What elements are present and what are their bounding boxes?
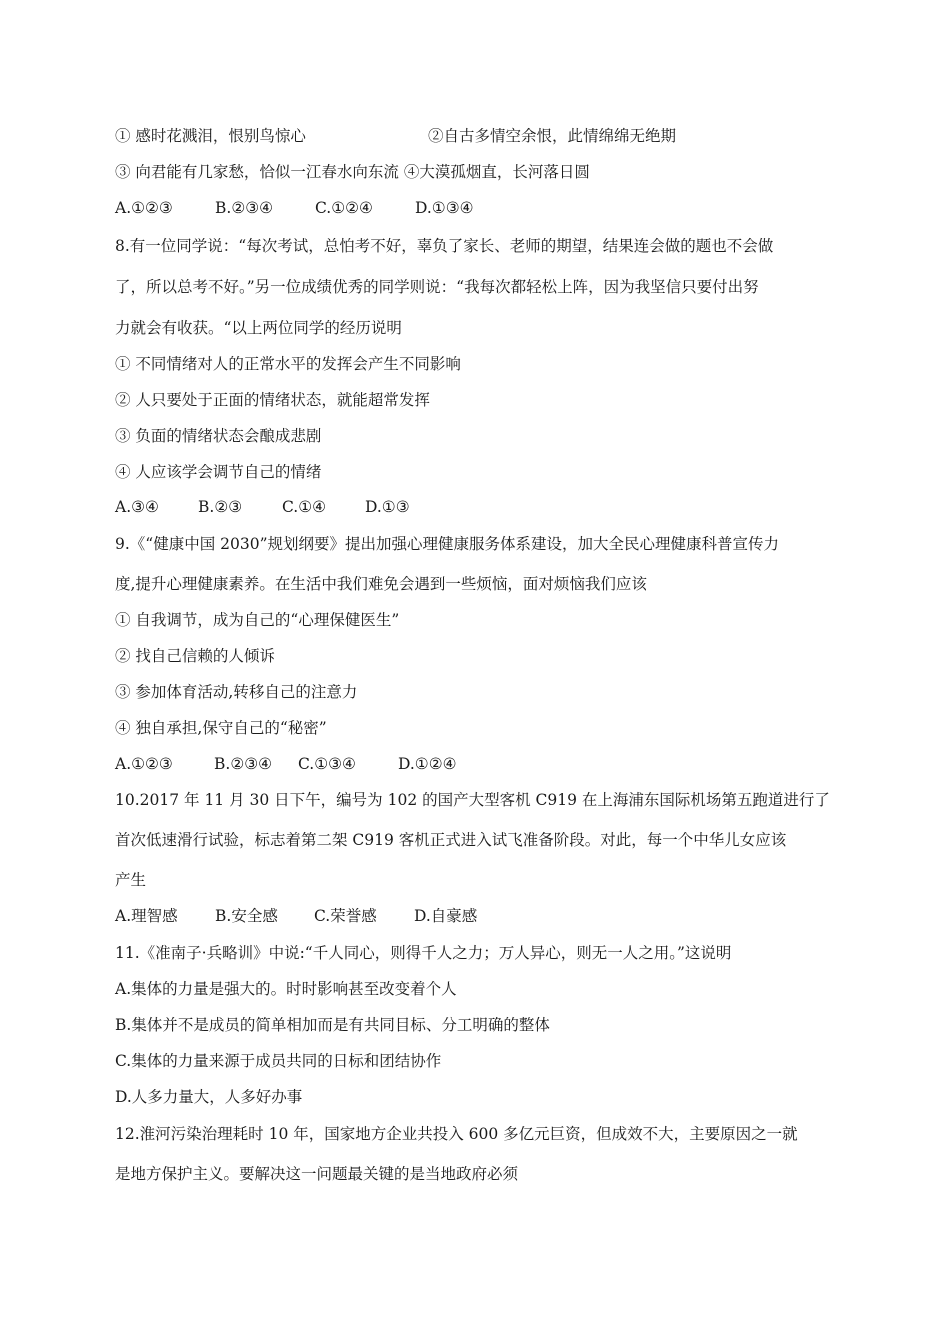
option-b: B.安全感 [215, 907, 278, 925]
option-c: C.①③④ [298, 755, 356, 773]
q8-options [115, 497, 410, 517]
q8-stem-line-3: 力就会有收获。“以上两位同学的经历说明 [115, 319, 402, 337]
q9-item-4: ④ 独自承担,保守自己的“秘密” [115, 719, 327, 737]
q9-item-3: ③ 参加体育活动,转移自己的注意力 [115, 683, 358, 701]
q8-item-2: ② 人只要处于正面的情绪状态，就能超常发挥 [115, 391, 430, 409]
q7-items-3-4: ③ 向君能有几家愁，恰似一江春水向东流 ④大漠孤烟直，长河落日圆 [115, 163, 590, 181]
q8-stem-line-2: 了，所以总考不好。”另一位成绩优秀的同学则说：“我每次都轻松上阵，因为我坚信只要付出努 [115, 278, 759, 296]
option-d: D.①②④ [398, 755, 457, 773]
q12-stem-line-1: 12.淮河污染治理耗时 10 年，国家地方企业共投入 600 多亿元巨资，但成效不大，主要原因之一就 [115, 1125, 798, 1143]
q12-stem-line-2: 是地方保护主义。要解决这一问题最关键的是当地政府必须 [115, 1165, 519, 1183]
option-b: B.②③④ [214, 755, 273, 773]
option-a: A.③④ [115, 498, 159, 516]
q8-item-1: ① 不同情绪对人的正常水平的发挥会产生不同影响 [115, 355, 461, 373]
option-c: C.①④ [282, 498, 327, 516]
option-a: A.理智感 [115, 907, 178, 925]
q11-choice-d: D.人多力量大，人多好办事 [115, 1088, 303, 1106]
q9-stem-line-2: 度,提升心理健康素养。在生活中我们难免会遇到一些烦恼，面对烦恼我们应该 [115, 575, 647, 593]
q10-stem-line-3: 产生 [115, 871, 147, 889]
q10-options [115, 906, 477, 926]
q8-item-3: ③ 负面的情绪状态会酿成悲剧 [115, 427, 322, 445]
option-d: D.①③④ [415, 199, 474, 217]
option-c: C.荣誉感 [314, 907, 377, 925]
q9-item-2: ② 找自己信赖的人倾诉 [115, 647, 275, 665]
option-b: B.②③ [198, 498, 243, 516]
option-a: A.①②③ [115, 755, 173, 773]
q10-stem-line-1: 10.2017 年 11 月 30 日下午，编号为 102 的国产大型客机 C919 在上海浦东国际机场第五跑道进行了 [115, 791, 830, 809]
q7-options [115, 198, 474, 218]
q7-item-1: ① 感时花溅泪，恨别鸟惊心 [115, 127, 306, 145]
q11-choice-a: A.集体的力量是强大的。时时影响甚至改变着个人 [115, 980, 457, 998]
q11-choice-c: C.集体的力量来源于成员共同的日标和团结协作 [115, 1052, 442, 1070]
q11-stem: 11.《准南子·兵略训》中说:“千人同心，则得千人之力；万人异心，则无一人之用。”这说明 [115, 944, 732, 962]
q10-stem-line-2: 首次低速滑行试验，标志着第二架 C919 客机正式进入试飞准备阶段。对此，每一个中华儿女应该 [115, 831, 787, 849]
option-a: A.①②③ [115, 199, 173, 217]
q7-item-2: ②自古多情空余恨，此情绵绵无绝期 [428, 127, 677, 145]
option-c: C.①②④ [315, 199, 373, 217]
q8-stem-line-1: 8.有一位同学说：“每次考试，总怕考不好，辜负了家长、老师的期望，结果连会做的题也不会做 [115, 237, 774, 255]
q9-item-1: ① 自我调节，成为自己的“心理保健医生” [115, 611, 400, 629]
q9-options [115, 754, 457, 774]
option-b: B.②③④ [215, 199, 274, 217]
q8-item-4: ④ 人应该学会调节自己的情绪 [115, 463, 322, 481]
q11-choice-b: B.集体并不是成员的简单相加而是有共同目标、分工明确的整体 [115, 1016, 550, 1034]
option-d: D.自豪感 [414, 907, 478, 925]
q9-stem-line-1: 9.《“健康中国 2030”规划纲要》提出加强心理健康服务体系建设，加大全民心理健康科普宣传力 [115, 535, 780, 553]
option-d: D.①③ [365, 498, 410, 516]
